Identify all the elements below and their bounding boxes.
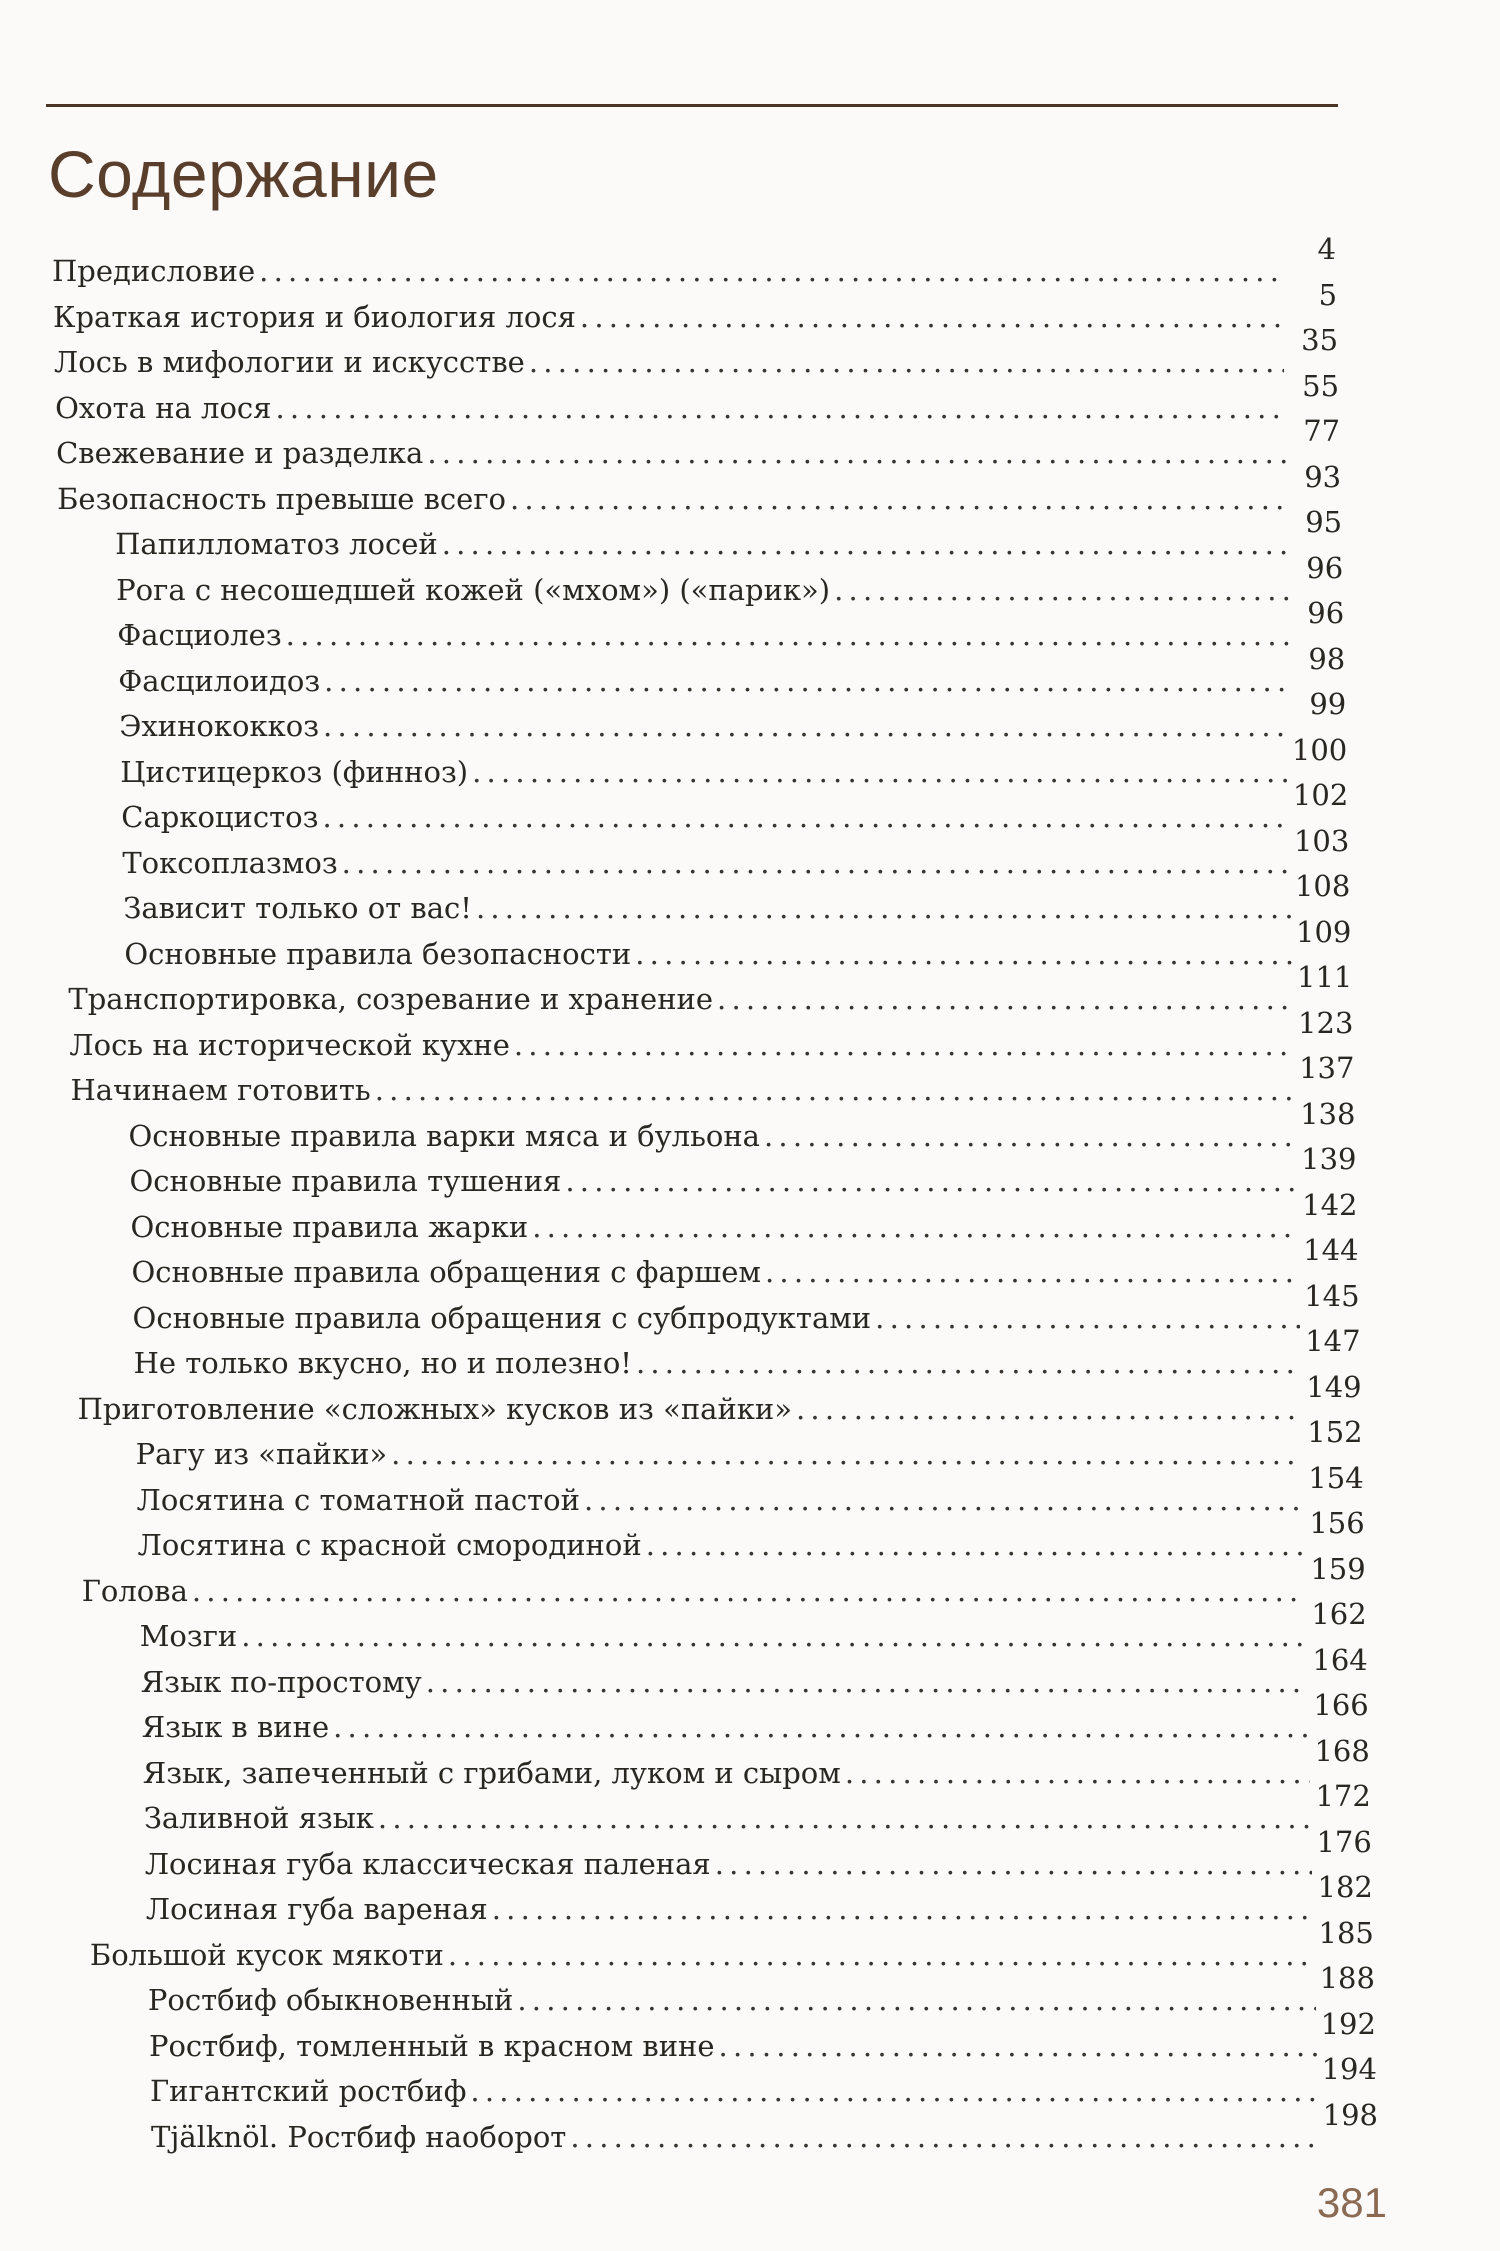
toc-entry-title: Tjälknöl. Ростбиф наоборот — [151, 2120, 567, 2154]
page-number: 381 — [1316, 2179, 1387, 2226]
dot-leader — [529, 339, 1284, 385]
toc-entry[interactable] — [122, 823, 1350, 886]
toc-entry-title: Основные правила варки мяса и бульона — [128, 1118, 760, 1153]
toc-entry-title: Мозги — [139, 1619, 238, 1654]
toc-entry-page: 123 — [1298, 1005, 1354, 1040]
toc-entry-page: 93 — [1304, 459, 1342, 494]
toc-entry[interactable] — [139, 1597, 1367, 1659]
toc-entry-title: Фасцилоидоз — [118, 663, 321, 698]
toc-entry[interactable] — [133, 1324, 1361, 1386]
toc-entry-title: Свежевание и разделка — [56, 436, 424, 471]
toc-entry-page: 176 — [1316, 1824, 1372, 1859]
toc-entry-page: 109 — [1296, 914, 1352, 949]
toc-entry[interactable] — [131, 1233, 1359, 1295]
dot-leader — [532, 1204, 1298, 1250]
toc-entry-page: 188 — [1319, 1961, 1375, 1996]
toc-entry-page: 168 — [1314, 1733, 1370, 1768]
toc-entry-page: 192 — [1320, 2006, 1376, 2041]
toc-entry-title: Ростбиф, томленный в красном вине — [148, 2028, 715, 2063]
toc-entry-title: Язык по-простому — [140, 1664, 422, 1699]
toc-entry-page: 194 — [1321, 2052, 1377, 2087]
dot-leader — [241, 1613, 1307, 1659]
toc-entry-page: 152 — [1307, 1415, 1363, 1450]
toc-entry-page: 166 — [1313, 1688, 1369, 1723]
toc-entry-page: 5 — [1318, 277, 1338, 312]
dot-leader — [584, 1477, 1304, 1523]
dot-leader — [333, 1704, 1309, 1750]
toc-entry-title: Лосятина с красной смородиной — [137, 1528, 642, 1563]
dot-leader — [470, 2068, 1317, 2114]
toc-entry[interactable] — [144, 1824, 1372, 1887]
toc-entry[interactable] — [118, 641, 1346, 704]
toc-entry-title: Рагу из «пайки» — [135, 1437, 388, 1472]
dot-leader — [192, 1568, 1306, 1614]
toc-entry-page: 154 — [1308, 1460, 1364, 1495]
toc-entry[interactable] — [142, 1733, 1370, 1796]
toc-entry-page: 159 — [1310, 1551, 1366, 1586]
toc-entry-title: Токсоплазмоз — [122, 845, 338, 880]
toc-entry[interactable] — [151, 2098, 1378, 2160]
toc-entry[interactable] — [123, 869, 1351, 931]
toc-entry[interactable] — [55, 368, 1340, 431]
toc-entry-page: 98 — [1308, 641, 1346, 676]
toc-entry[interactable] — [56, 414, 1341, 476]
toc-entry-title: Основные правила тушения — [129, 1164, 562, 1199]
toc-entry-title: Транспортировка, созревание и хранение — [68, 982, 714, 1017]
toc-entry[interactable] — [130, 1187, 1358, 1250]
toc-entry[interactable] — [124, 914, 1352, 977]
toc-entry-page: 182 — [1317, 1870, 1373, 1905]
dot-leader — [259, 248, 1282, 294]
toc-entry[interactable] — [129, 1142, 1357, 1204]
toc-entry-title: Безопасность превыше всего — [57, 481, 506, 516]
toc-entry-page: 144 — [1303, 1233, 1359, 1268]
dot-leader — [448, 1932, 1315, 1978]
toc-entry-title: Фасциолез — [117, 618, 282, 653]
dot-leader — [323, 703, 1292, 749]
toc-entry[interactable] — [119, 687, 1347, 749]
toc-entry-page: 108 — [1294, 869, 1351, 904]
dot-leader — [765, 1249, 1299, 1295]
dot-leader — [275, 385, 1285, 431]
toc-entry[interactable] — [120, 732, 1348, 795]
toc-entry-page: 162 — [1311, 1597, 1367, 1632]
dot-leader — [636, 1340, 1301, 1386]
toc-entry-page: 142 — [1302, 1187, 1358, 1222]
toc-entry[interactable] — [54, 323, 1339, 385]
dot-leader — [764, 1113, 1296, 1159]
toc-entry[interactable] — [135, 1415, 1363, 1477]
toc-entry-page: 198 — [1322, 2098, 1378, 2132]
toc-entry[interactable] — [121, 778, 1349, 840]
toc-entry-title: Гигантский ростбиф — [149, 2074, 467, 2109]
toc-entry-page: 96 — [1306, 550, 1344, 585]
toc-entry-page: 149 — [1306, 1369, 1362, 1404]
toc-entry-page: 137 — [1299, 1051, 1355, 1086]
toc-entry-title: Цистицеркоз (финноз) — [120, 754, 469, 789]
dot-leader — [426, 1659, 1309, 1705]
toc-entry-title: Основные правила безопасности — [124, 936, 632, 971]
dot-leader — [286, 612, 1291, 658]
toc-entry[interactable] — [128, 1096, 1356, 1159]
dot-leader — [715, 1841, 1313, 1887]
toc-entry[interactable] — [145, 1870, 1373, 1932]
toc-entry[interactable] — [68, 960, 1353, 1022]
toc-entry-page: 55 — [1302, 368, 1340, 403]
dot-leader — [565, 1158, 1297, 1204]
toc-entry-page: 102 — [1292, 778, 1349, 813]
toc-entry[interactable] — [132, 1278, 1360, 1341]
toc-entry-title: Саркоцистоз — [121, 800, 319, 835]
toc-entry-page: 147 — [1305, 1324, 1361, 1359]
toc-entry-page: 156 — [1309, 1506, 1365, 1541]
toc-entry[interactable] — [115, 505, 1343, 567]
toc-entry[interactable] — [143, 1779, 1371, 1841]
dot-leader — [646, 1522, 1306, 1568]
dot-leader — [492, 1886, 1314, 1932]
toc-entry-title: Язык, запеченный с грибами, луком и сыром — [142, 1755, 841, 1790]
toc-entry-title: Заливной язык — [143, 1801, 374, 1836]
dot-leader — [570, 2114, 1318, 2160]
toc-entry[interactable] — [89, 1915, 1374, 1978]
toc-entry-page: 172 — [1315, 1779, 1371, 1814]
toc-entry-page: 138 — [1300, 1096, 1356, 1131]
toc-entry-title: Лосиная губа классическая паленая — [144, 1846, 711, 1881]
toc-entry[interactable] — [70, 1051, 1355, 1113]
dot-leader — [635, 931, 1292, 977]
toc-entry-page: 139 — [1301, 1142, 1357, 1177]
toc-entry[interactable] — [53, 277, 1338, 340]
toc-entry-title: Начинаем готовить — [70, 1073, 371, 1108]
toc-entry-page: 185 — [1318, 1915, 1374, 1950]
toc-entry-page: 99 — [1309, 687, 1347, 722]
toc-entry-title: Лосиная губа вареная — [145, 1892, 488, 1927]
toc-entry[interactable] — [147, 1961, 1375, 2023]
toc-entry-page: 100 — [1291, 732, 1348, 767]
dot-leader — [472, 749, 1288, 795]
toc-entry-title: Лосятина с томатной пастой — [136, 1482, 580, 1517]
toc-entry[interactable] — [52, 232, 1336, 294]
dot-leader — [324, 658, 1291, 704]
dot-leader — [580, 294, 1283, 340]
dot-leader — [375, 1067, 1295, 1113]
toc-entry-title: Приготовление «сложных» кусков из «пайки» — [77, 1391, 792, 1426]
toc-entry[interactable] — [116, 550, 1344, 613]
toc-entry-title: Рога с несошедшей кожей («мхом») («парик») — [116, 572, 831, 607]
toc-entry[interactable] — [81, 1551, 1366, 1614]
dot-leader — [517, 1977, 1315, 2023]
dot-leader — [875, 1295, 1300, 1341]
toc-entry-title: Не только вкусно, но и полезно! — [133, 1346, 632, 1381]
toc-entry-title: Голова — [81, 1573, 188, 1608]
page-title: Содержание — [48, 137, 439, 211]
toc-entry-title: Охота на лося — [55, 390, 272, 425]
toc-entry-page: 103 — [1293, 823, 1350, 858]
toc-entry-title: Папилломатоз лосей — [115, 527, 438, 562]
toc-entry-title: Лось на исторической кухне — [69, 1027, 510, 1062]
toc-entry-title: Основные правила жарки — [130, 1209, 529, 1244]
toc-entry-page: 96 — [1307, 596, 1345, 631]
toc-entry-title: Предисловие — [52, 254, 256, 288]
dot-leader — [834, 567, 1289, 613]
dot-leader — [427, 430, 1286, 476]
dot-leader — [510, 476, 1287, 522]
toc-entry-title: Краткая история и биология лося — [53, 299, 576, 334]
dot-leader — [322, 794, 1288, 840]
toc-entry[interactable] — [117, 596, 1345, 658]
dot-leader — [796, 1386, 1302, 1432]
toc-entry-title: Язык в вине — [141, 1710, 330, 1745]
dot-leader — [391, 1431, 1303, 1477]
toc-entry-page: 95 — [1305, 505, 1343, 540]
toc-entry-title: Зависит только от вас! — [123, 891, 472, 926]
toc-entry-title: Ростбиф обыкновенный — [147, 1983, 514, 2018]
toc-entry[interactable] — [57, 459, 1342, 522]
toc-entry-title: Эхинококкоз — [119, 709, 320, 744]
toc-entry[interactable] — [148, 2006, 1376, 2069]
dot-leader — [717, 976, 1293, 1022]
dot-leader — [378, 1795, 1312, 1841]
dot-leader — [719, 2023, 1317, 2069]
toc-entry-page: 145 — [1304, 1278, 1360, 1313]
toc-entry[interactable] — [149, 2052, 1377, 2114]
toc-entry-page: 77 — [1303, 414, 1341, 449]
toc-entry[interactable] — [77, 1369, 1362, 1432]
toc-entry-title: Большой кусок мякоти — [89, 1937, 444, 1972]
dot-leader — [476, 885, 1291, 931]
dot-leader — [514, 1022, 1294, 1068]
toc-entry[interactable] — [140, 1642, 1368, 1705]
toc-entry-title: Лось в мифологии и искусстве — [54, 345, 525, 380]
dot-leader — [845, 1750, 1311, 1796]
toc-entry[interactable] — [136, 1460, 1364, 1523]
toc-entry-page: 35 — [1301, 323, 1339, 358]
toc-entry-title: Основные правила обращения с субпродуктами — [132, 1300, 872, 1335]
toc-entry[interactable] — [141, 1688, 1369, 1750]
toc-entry[interactable] — [137, 1506, 1365, 1568]
dot-leader — [442, 521, 1288, 567]
toc-entry-title: Основные правила обращения с фаршем — [131, 1255, 761, 1290]
dot-leader — [342, 840, 1290, 886]
toc-entry-page: 111 — [1297, 960, 1353, 995]
toc-entry[interactable] — [69, 1005, 1354, 1068]
toc-entry-page: 4 — [1317, 232, 1336, 266]
toc-entry-page: 164 — [1312, 1642, 1368, 1677]
